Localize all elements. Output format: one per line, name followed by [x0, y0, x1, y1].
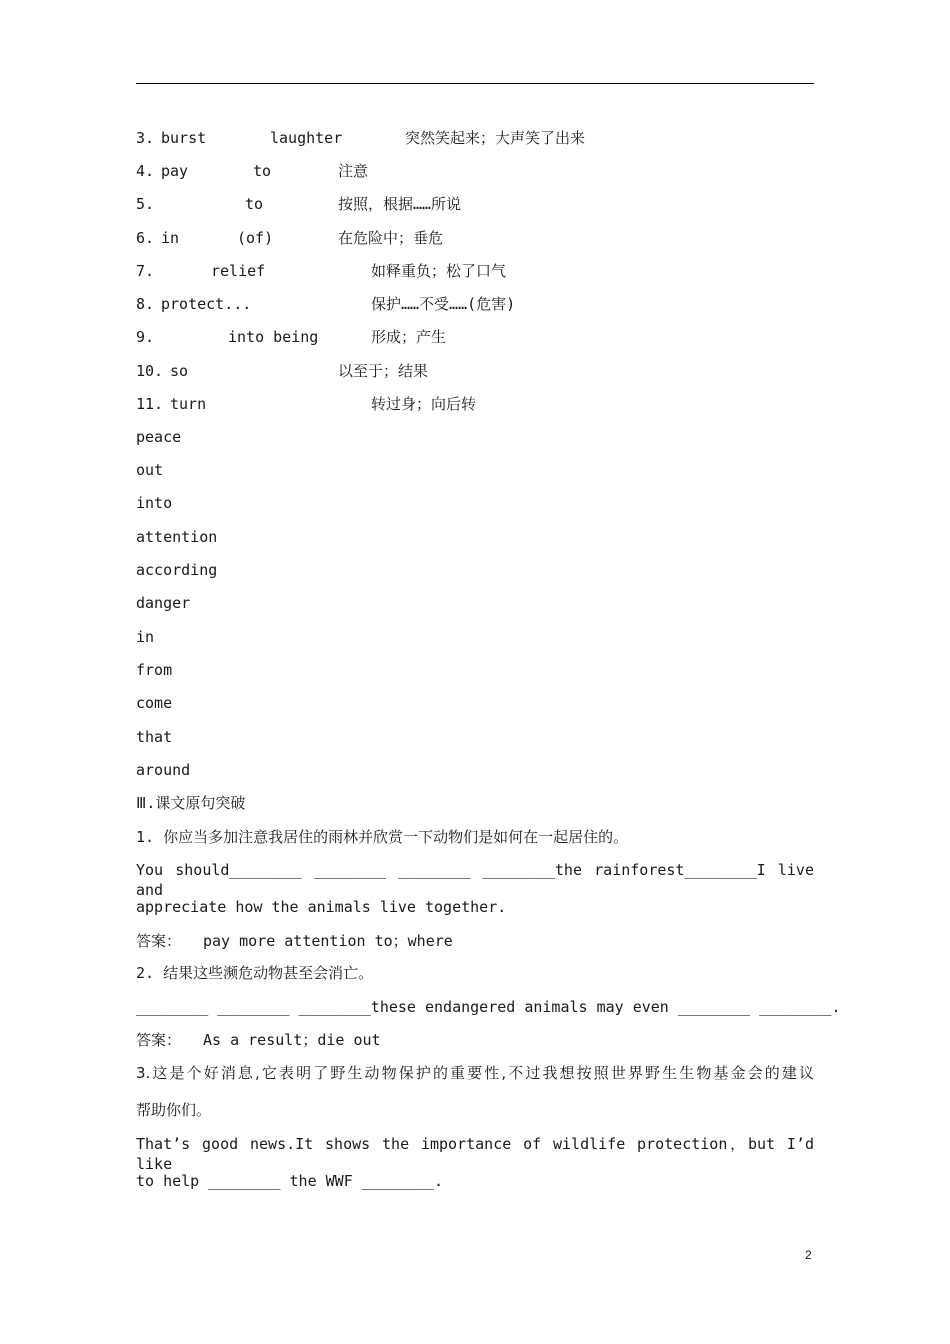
header-rule: [136, 83, 814, 84]
sentence-chinese: 3.这是个好消息,它表明了野生动物保护的重要性,不过我想按照世界野生生物基金会的建议: [136, 1064, 814, 1082]
sentence-english-continued: appreciate how the animals live together.: [136, 898, 507, 916]
phrase-word: in: [161, 229, 180, 247]
phrase-word: pay: [161, 162, 189, 180]
phrase-word: so: [170, 362, 189, 380]
phrase-meaning: 注意: [338, 162, 369, 180]
phrase-number: 7.: [136, 262, 155, 280]
phrase-meaning: 保护……不受……(危害): [371, 295, 516, 313]
phrase-meaning: 突然笑起来；大声笑了出来: [405, 129, 586, 147]
sentence-chinese-continued: 帮助你们。: [136, 1101, 212, 1119]
phrase-number: 9.: [136, 328, 155, 346]
answer-word: in: [136, 628, 155, 646]
section-heading: Ⅲ.课文原句突破: [136, 794, 246, 812]
answer-text: pay more attention to；where: [203, 932, 453, 950]
phrase-meaning: 在危险中；垂危: [338, 229, 444, 247]
phrase-meaning: 形成；产生: [371, 328, 447, 346]
answer-word: peace: [136, 428, 182, 446]
answer-word: around: [136, 761, 191, 779]
phrase-number: 4.: [136, 162, 155, 180]
sentence-english: That’s good news.It shows the importance of wildlife protection，but I’d like: [136, 1135, 814, 1173]
answer-word: according: [136, 561, 218, 579]
phrase-mid: relief: [211, 262, 266, 280]
phrase-mid: to: [245, 195, 264, 213]
phrase-meaning: 以至于；结果: [338, 362, 429, 380]
phrase-word: burst: [161, 129, 207, 147]
answer-word: attention: [136, 528, 218, 546]
phrase-number: 6.: [136, 229, 155, 247]
page-number: 2: [805, 1248, 812, 1262]
phrase-meaning: 按照，根据……所说: [338, 195, 462, 213]
sentence-english: You should________ ________ ________ ________the rainforest________I live and: [136, 861, 814, 899]
phrase-number: 10.: [136, 362, 164, 380]
phrase-mid: to: [253, 162, 272, 180]
phrase-mid: into being: [228, 328, 319, 346]
phrase-word: turn: [170, 395, 207, 413]
phrase-meaning: 转过身；向后转: [371, 395, 477, 413]
phrase-number: 3.: [136, 129, 155, 147]
answer-word: out: [136, 461, 164, 479]
sentence-chinese: 2. 结果这些濒危动物甚至会消亡。: [136, 964, 374, 982]
answer-word: into: [136, 494, 173, 512]
answer-word: danger: [136, 594, 191, 612]
phrase-number: 8.: [136, 295, 155, 313]
answer-text: As a result；die out: [203, 1031, 381, 1049]
answer-word: that: [136, 728, 173, 746]
answer-label: 答案：: [136, 932, 182, 950]
phrase-number: 5.: [136, 195, 155, 213]
phrase-word: protect...: [161, 295, 252, 313]
answer-word: from: [136, 661, 173, 679]
phrase-meaning: 如释重负；松了口气: [371, 262, 507, 280]
answer-word: come: [136, 694, 173, 712]
answer-label: 答案：: [136, 1031, 182, 1049]
phrase-number: 11.: [136, 395, 164, 413]
phrase-mid: laughter: [270, 129, 343, 147]
sentence-chinese: 1. 你应当多加注意我居住的雨林并欣赏一下动物们是如何在一起居住的。: [136, 828, 629, 846]
sentence-english: ________ ________ ________these endangered animals may even ________ ________.: [136, 998, 841, 1016]
sentence-english-continued: to help ________ the WWF ________.: [136, 1172, 444, 1190]
phrase-mid: (of): [237, 229, 274, 247]
